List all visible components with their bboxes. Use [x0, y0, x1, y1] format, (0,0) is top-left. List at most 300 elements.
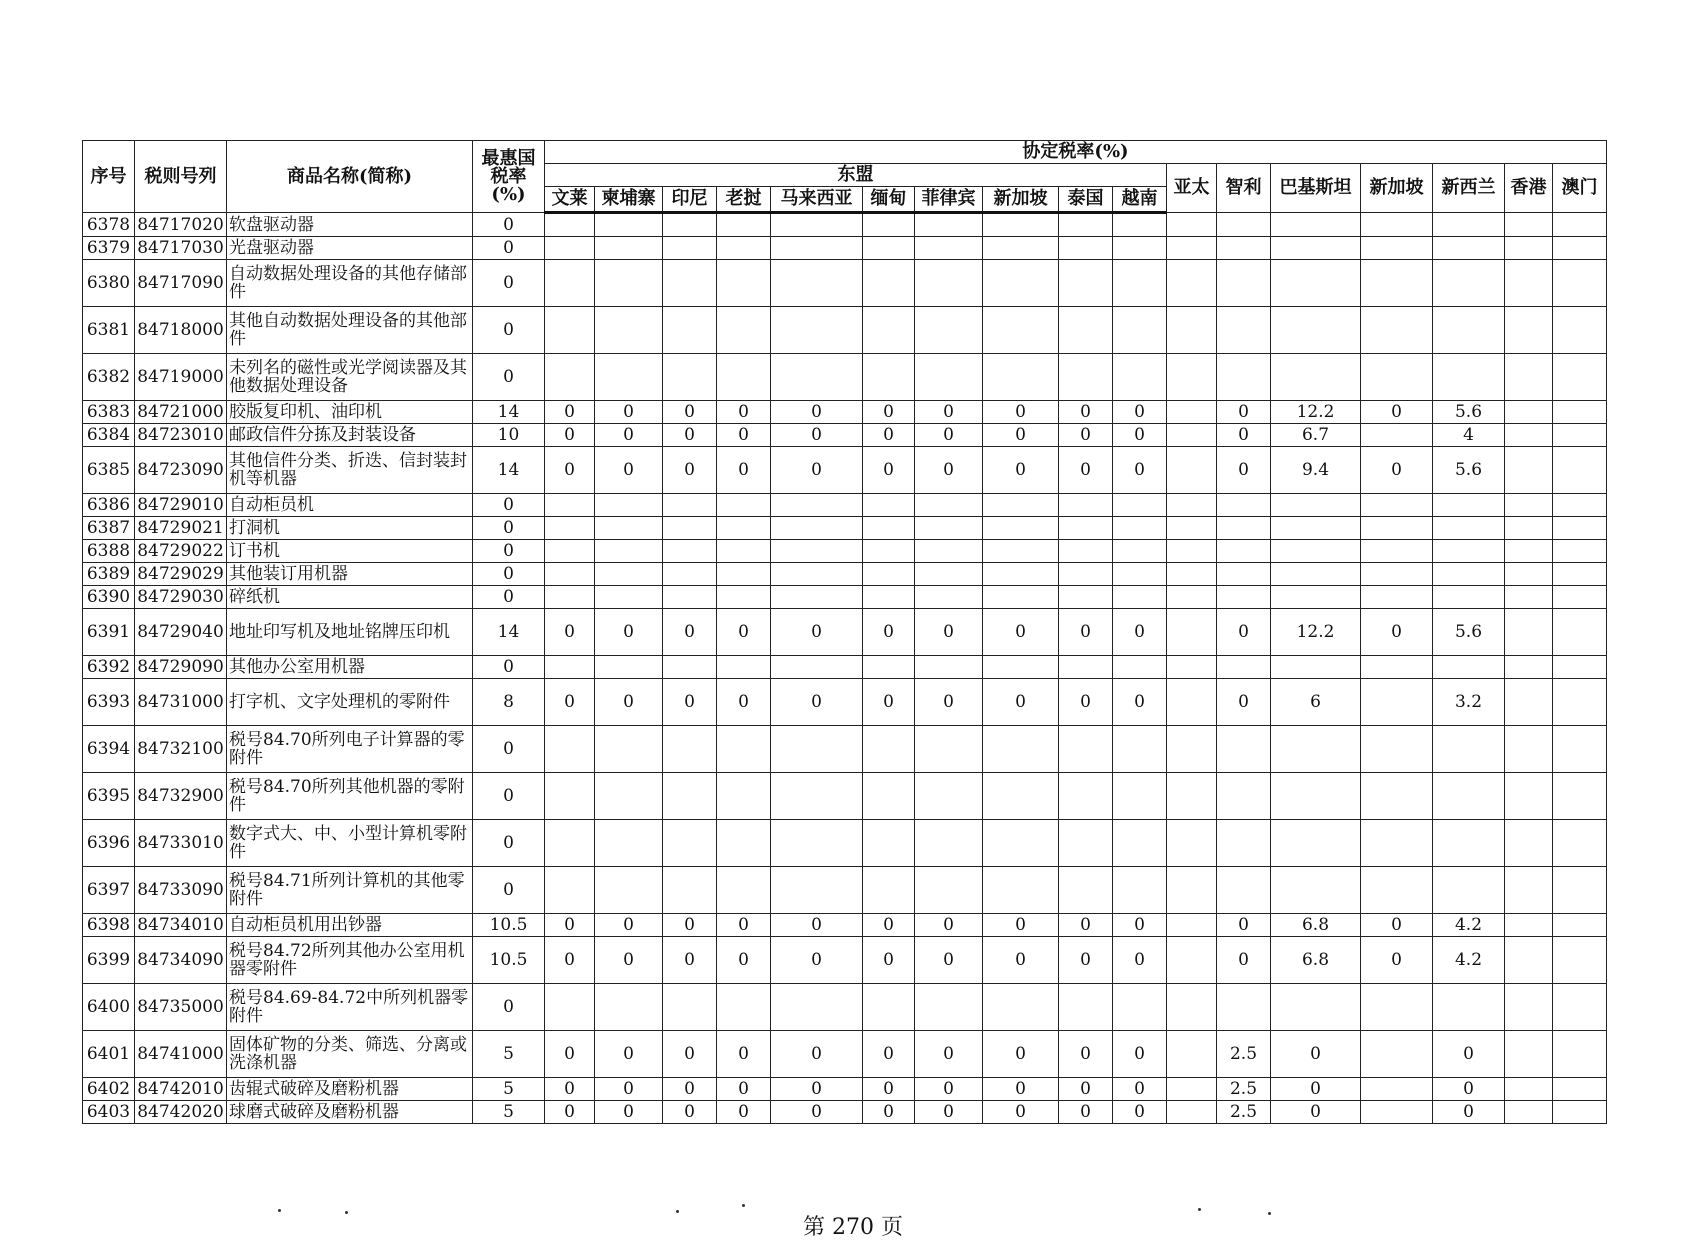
table-row	[83, 563, 1607, 586]
row-other-rate	[1217, 563, 1271, 586]
row-mfn: 0	[473, 984, 545, 1031]
row-asean-rate: 0	[1113, 1101, 1167, 1124]
row-asean-rate: 0	[663, 447, 717, 494]
row-other-rate	[1271, 494, 1361, 517]
row-asean-rate	[771, 820, 863, 867]
row-asean-rate: 0	[1113, 679, 1167, 726]
row-other-rate	[1361, 820, 1433, 867]
row-asean-rate	[983, 820, 1059, 867]
table-row	[83, 540, 1607, 563]
row-mfn: 0	[473, 586, 545, 609]
row-asean-rate	[595, 494, 663, 517]
row-other-rate	[1553, 984, 1607, 1031]
row-other-rate	[1167, 914, 1217, 937]
row-other-rate: 0	[1361, 447, 1433, 494]
row-asean-rate: 0	[717, 1101, 771, 1124]
row-asean-rate	[1059, 307, 1113, 354]
row-asean-rate	[915, 517, 983, 540]
row-asean-rate: 0	[717, 1078, 771, 1101]
row-other-rate	[1505, 586, 1553, 609]
row-asean-rate	[1059, 260, 1113, 307]
row-asean-rate	[595, 867, 663, 914]
row-seq: 6399	[83, 937, 135, 984]
row-asean-rate: 0	[863, 424, 915, 447]
row-asean-rate	[717, 540, 771, 563]
row-asean-rate: 0	[863, 679, 915, 726]
row-asean-rate	[545, 820, 595, 867]
row-asean-rate	[983, 773, 1059, 820]
row-asean-rate	[1059, 726, 1113, 773]
row-name: 地址印写机及地址铭牌压印机	[227, 609, 473, 656]
row-asean-rate: 0	[771, 937, 863, 984]
row-other-rate	[1505, 984, 1553, 1031]
row-other-rate: 5.6	[1433, 447, 1505, 494]
row-asean-rate	[595, 307, 663, 354]
header-asean-country: 印尼	[663, 187, 717, 213]
row-other-rate	[1553, 937, 1607, 984]
row-asean-rate	[545, 260, 595, 307]
row-other-rate	[1217, 540, 1271, 563]
row-asean-rate: 0	[545, 937, 595, 984]
row-seq: 6384	[83, 424, 135, 447]
row-asean-rate: 0	[1113, 447, 1167, 494]
row-asean-rate	[771, 237, 863, 260]
row-asean-rate	[1059, 773, 1113, 820]
header-asean-country: 马来西亚	[771, 187, 863, 213]
row-other-rate	[1361, 563, 1433, 586]
row-other-rate	[1433, 586, 1505, 609]
row-seq: 6382	[83, 354, 135, 401]
row-other-rate	[1361, 984, 1433, 1031]
row-asean-rate	[663, 984, 717, 1031]
row-other-rate	[1433, 773, 1505, 820]
row-mfn: 0	[473, 517, 545, 540]
row-other-rate	[1217, 726, 1271, 773]
row-mfn: 0	[473, 773, 545, 820]
row-asean-rate: 0	[983, 914, 1059, 937]
row-asean-rate: 0	[863, 609, 915, 656]
row-other-rate	[1553, 517, 1607, 540]
row-asean-rate: 0	[1059, 609, 1113, 656]
row-other-rate: 3.2	[1433, 679, 1505, 726]
row-name: 税号84.70所列电子计算器的零附件	[227, 726, 473, 773]
header-asean-country: 老挝	[717, 187, 771, 213]
row-asean-rate	[1113, 213, 1167, 237]
row-asean-rate	[863, 586, 915, 609]
row-asean-rate	[983, 260, 1059, 307]
row-asean-rate: 0	[1059, 937, 1113, 984]
row-mfn: 0	[473, 307, 545, 354]
row-other-rate	[1167, 726, 1217, 773]
header-agreement: 协定税率(%)	[545, 141, 1607, 164]
row-asean-rate	[595, 773, 663, 820]
row-asean-rate	[863, 656, 915, 679]
row-other-rate	[1167, 540, 1217, 563]
row-asean-rate: 0	[663, 609, 717, 656]
row-code: 84742020	[135, 1101, 227, 1124]
row-asean-rate: 0	[1113, 424, 1167, 447]
row-other-rate	[1553, 213, 1607, 237]
row-asean-rate	[1059, 563, 1113, 586]
row-asean-rate: 0	[983, 401, 1059, 424]
row-asean-rate	[983, 656, 1059, 679]
row-seq: 6391	[83, 609, 135, 656]
row-seq: 6401	[83, 1031, 135, 1078]
row-asean-rate	[663, 773, 717, 820]
row-asean-rate	[717, 213, 771, 237]
row-code: 84742010	[135, 1078, 227, 1101]
row-name: 税号84.72所列其他办公室用机器零附件	[227, 937, 473, 984]
row-seq: 6402	[83, 1078, 135, 1101]
row-other-rate	[1505, 540, 1553, 563]
row-other-rate	[1505, 656, 1553, 679]
row-asean-rate: 0	[771, 679, 863, 726]
row-other-rate: 9.4	[1271, 447, 1361, 494]
row-asean-rate	[915, 867, 983, 914]
row-asean-rate: 0	[1059, 424, 1113, 447]
row-other-rate	[1433, 237, 1505, 260]
row-asean-rate: 0	[983, 609, 1059, 656]
row-asean-rate	[915, 586, 983, 609]
row-asean-rate: 0	[717, 609, 771, 656]
row-asean-rate: 0	[717, 679, 771, 726]
row-asean-rate	[545, 517, 595, 540]
row-other-rate	[1505, 260, 1553, 307]
row-asean-rate	[863, 820, 915, 867]
row-asean-rate	[1113, 237, 1167, 260]
row-asean-rate: 0	[771, 401, 863, 424]
row-asean-rate	[1113, 354, 1167, 401]
row-name: 税号84.70所列其他机器的零附件	[227, 773, 473, 820]
header-asean-country: 柬埔寨	[595, 187, 663, 213]
row-other-rate	[1167, 984, 1217, 1031]
row-asean-rate	[663, 260, 717, 307]
row-other-rate	[1271, 984, 1361, 1031]
row-seq: 6398	[83, 914, 135, 937]
row-other-rate: 0	[1433, 1031, 1505, 1078]
table-row	[83, 237, 1607, 260]
row-other-rate	[1553, 494, 1607, 517]
row-asean-rate	[771, 586, 863, 609]
row-name: 邮政信件分拣及封装设备	[227, 424, 473, 447]
row-other-rate	[1217, 773, 1271, 820]
row-asean-rate: 0	[663, 1031, 717, 1078]
row-asean-rate: 0	[545, 447, 595, 494]
table-row	[83, 1101, 1607, 1124]
row-other-rate	[1217, 656, 1271, 679]
row-mfn: 10	[473, 424, 545, 447]
row-asean-rate	[983, 494, 1059, 517]
row-asean-rate: 0	[717, 937, 771, 984]
row-other-rate	[1271, 540, 1361, 563]
row-asean-rate	[983, 517, 1059, 540]
table-row	[83, 424, 1607, 447]
row-asean-rate	[915, 656, 983, 679]
table-row	[83, 447, 1607, 494]
row-other-rate	[1505, 494, 1553, 517]
row-asean-rate	[717, 494, 771, 517]
row-asean-rate	[915, 820, 983, 867]
row-asean-rate: 0	[1059, 447, 1113, 494]
row-asean-rate: 0	[771, 1031, 863, 1078]
row-other-rate	[1361, 540, 1433, 563]
row-other-rate	[1553, 563, 1607, 586]
row-asean-rate	[1113, 517, 1167, 540]
row-asean-rate: 0	[717, 401, 771, 424]
row-asean-rate	[1113, 563, 1167, 586]
row-other-rate	[1553, 1101, 1607, 1124]
row-seq: 6380	[83, 260, 135, 307]
row-asean-rate	[1059, 820, 1113, 867]
row-asean-rate	[717, 260, 771, 307]
row-other-rate	[1433, 984, 1505, 1031]
row-asean-rate	[863, 517, 915, 540]
row-asean-rate	[545, 563, 595, 586]
row-other-rate	[1167, 213, 1217, 237]
row-asean-rate	[771, 773, 863, 820]
row-seq: 6383	[83, 401, 135, 424]
row-asean-rate: 0	[983, 424, 1059, 447]
row-other-rate	[1217, 354, 1271, 401]
row-asean-rate: 0	[915, 424, 983, 447]
row-asean-rate	[983, 563, 1059, 586]
row-asean-rate	[663, 517, 717, 540]
row-mfn: 5	[473, 1031, 545, 1078]
row-asean-rate	[595, 260, 663, 307]
table-row	[83, 656, 1607, 679]
table-row	[83, 679, 1607, 726]
row-seq: 6393	[83, 679, 135, 726]
row-asean-rate: 0	[1113, 914, 1167, 937]
row-other-rate	[1361, 773, 1433, 820]
row-asean-rate: 0	[717, 447, 771, 494]
row-other-rate	[1505, 937, 1553, 984]
row-code: 84729010	[135, 494, 227, 517]
row-other-rate	[1217, 307, 1271, 354]
row-code: 84729090	[135, 656, 227, 679]
row-asean-rate: 0	[915, 1101, 983, 1124]
row-other-rate	[1271, 820, 1361, 867]
row-asean-rate: 0	[771, 609, 863, 656]
row-mfn: 0	[473, 260, 545, 307]
row-asean-rate	[663, 354, 717, 401]
row-other-rate	[1167, 237, 1217, 260]
row-code: 84729029	[135, 563, 227, 586]
row-asean-rate	[771, 540, 863, 563]
row-asean-rate	[983, 540, 1059, 563]
row-asean-rate	[915, 213, 983, 237]
row-other-rate: 12.2	[1271, 609, 1361, 656]
row-other-rate: 0	[1271, 1031, 1361, 1078]
row-asean-rate	[983, 984, 1059, 1031]
row-asean-rate	[663, 726, 717, 773]
row-asean-rate	[1113, 820, 1167, 867]
row-asean-rate: 0	[915, 447, 983, 494]
row-name: 软盘驱动器	[227, 213, 473, 237]
row-asean-rate	[983, 354, 1059, 401]
row-other-rate	[1505, 773, 1553, 820]
row-code: 84717030	[135, 237, 227, 260]
row-asean-rate: 0	[595, 679, 663, 726]
row-asean-rate	[595, 563, 663, 586]
row-asean-rate	[863, 307, 915, 354]
row-other-rate: 12.2	[1271, 401, 1361, 424]
row-asean-rate	[545, 586, 595, 609]
row-name: 未列名的磁性或光学阅读器及其他数据处理设备	[227, 354, 473, 401]
row-asean-rate	[545, 773, 595, 820]
row-asean-rate	[863, 563, 915, 586]
row-seq: 6403	[83, 1101, 135, 1124]
row-other-rate: 2.5	[1217, 1101, 1271, 1124]
row-asean-rate: 0	[1113, 1031, 1167, 1078]
row-asean-rate	[717, 773, 771, 820]
row-other-rate	[1361, 679, 1433, 726]
row-other-rate: 0	[1433, 1101, 1505, 1124]
row-asean-rate	[717, 726, 771, 773]
table-row	[83, 867, 1607, 914]
row-code: 84741000	[135, 1031, 227, 1078]
row-asean-rate: 0	[915, 401, 983, 424]
row-mfn: 5	[473, 1078, 545, 1101]
row-asean-rate	[771, 260, 863, 307]
row-other-rate	[1553, 237, 1607, 260]
row-other-rate	[1553, 609, 1607, 656]
row-asean-rate: 0	[1113, 937, 1167, 984]
row-other-rate	[1505, 679, 1553, 726]
row-asean-rate: 0	[663, 1101, 717, 1124]
row-asean-rate	[595, 984, 663, 1031]
row-name: 固体矿物的分类、筛选、分离或洗涤机器	[227, 1031, 473, 1078]
row-asean-rate	[983, 307, 1059, 354]
table-row	[83, 726, 1607, 773]
row-asean-rate: 0	[915, 609, 983, 656]
row-other-rate	[1361, 726, 1433, 773]
row-asean-rate: 0	[545, 424, 595, 447]
row-other-rate: 6.8	[1271, 937, 1361, 984]
row-other-rate: 5.6	[1433, 609, 1505, 656]
row-other-rate	[1553, 679, 1607, 726]
row-asean-rate	[717, 237, 771, 260]
row-asean-rate	[771, 984, 863, 1031]
row-other-rate	[1505, 609, 1553, 656]
row-other-rate: 5.6	[1433, 401, 1505, 424]
row-asean-rate: 0	[915, 679, 983, 726]
row-asean-rate: 0	[717, 424, 771, 447]
row-asean-rate	[595, 820, 663, 867]
row-asean-rate	[771, 354, 863, 401]
row-other-rate	[1553, 260, 1607, 307]
row-asean-rate	[915, 494, 983, 517]
row-asean-rate: 0	[595, 447, 663, 494]
row-asean-rate	[717, 517, 771, 540]
row-asean-rate	[1113, 307, 1167, 354]
header-asean-country: 菲律宾	[915, 187, 983, 213]
row-name: 其他自动数据处理设备的其他部件	[227, 307, 473, 354]
row-other-rate	[1433, 726, 1505, 773]
row-other-rate	[1271, 586, 1361, 609]
row-asean-rate: 0	[545, 679, 595, 726]
row-asean-rate: 0	[545, 914, 595, 937]
row-asean-rate	[663, 867, 717, 914]
row-other-rate	[1505, 820, 1553, 867]
row-asean-rate: 0	[545, 1101, 595, 1124]
row-other-rate: 0	[1217, 679, 1271, 726]
row-other-rate	[1505, 307, 1553, 354]
row-name: 订书机	[227, 540, 473, 563]
row-name: 自动柜员机用出钞器	[227, 914, 473, 937]
row-other-rate	[1167, 401, 1217, 424]
row-other-rate	[1361, 307, 1433, 354]
row-asean-rate	[717, 563, 771, 586]
table-body	[83, 213, 1607, 1124]
row-asean-rate: 0	[771, 1078, 863, 1101]
row-asean-rate	[983, 237, 1059, 260]
row-other-rate	[1505, 726, 1553, 773]
row-asean-rate	[1113, 773, 1167, 820]
row-other-rate	[1167, 586, 1217, 609]
row-asean-rate	[717, 586, 771, 609]
row-code: 84732100	[135, 726, 227, 773]
table-row	[83, 937, 1607, 984]
row-other-rate	[1167, 563, 1217, 586]
row-other-rate	[1271, 867, 1361, 914]
row-other-rate: 0	[1361, 914, 1433, 937]
row-asean-rate: 0	[1113, 1078, 1167, 1101]
row-other-rate: 4.2	[1433, 937, 1505, 984]
row-asean-rate	[915, 237, 983, 260]
row-asean-rate	[863, 867, 915, 914]
row-asean-rate	[983, 213, 1059, 237]
row-asean-rate	[863, 213, 915, 237]
row-code: 84729030	[135, 586, 227, 609]
row-other-rate: 0	[1217, 424, 1271, 447]
row-other-rate	[1217, 586, 1271, 609]
row-other-rate	[1553, 586, 1607, 609]
row-name: 自动柜员机	[227, 494, 473, 517]
row-mfn: 0	[473, 237, 545, 260]
row-other-rate	[1361, 237, 1433, 260]
row-other-rate	[1553, 307, 1607, 354]
row-other-rate	[1271, 237, 1361, 260]
row-asean-rate	[771, 726, 863, 773]
row-name: 打字机、文字处理机的零附件	[227, 679, 473, 726]
row-asean-rate	[771, 494, 863, 517]
table-row	[83, 586, 1607, 609]
row-seq: 6379	[83, 237, 135, 260]
row-other-rate: 4.2	[1433, 914, 1505, 937]
row-asean-rate	[915, 540, 983, 563]
row-other-rate	[1361, 517, 1433, 540]
row-other-rate: 0	[1361, 609, 1433, 656]
row-other-rate: 6.8	[1271, 914, 1361, 937]
row-other-rate	[1271, 563, 1361, 586]
row-asean-rate: 0	[983, 1078, 1059, 1101]
row-asean-rate	[595, 237, 663, 260]
row-other-rate	[1553, 401, 1607, 424]
row-other-rate	[1271, 656, 1361, 679]
row-asean-rate: 0	[983, 1031, 1059, 1078]
row-other-rate	[1217, 213, 1271, 237]
row-name: 胶版复印机、油印机	[227, 401, 473, 424]
row-mfn: 14	[473, 447, 545, 494]
row-asean-rate: 0	[915, 937, 983, 984]
row-name: 数字式大、中、小型计算机零附件	[227, 820, 473, 867]
row-other-rate	[1167, 517, 1217, 540]
header-asean: 东盟	[545, 164, 1167, 187]
table-row	[83, 307, 1607, 354]
row-asean-rate	[1113, 494, 1167, 517]
row-other-rate	[1553, 726, 1607, 773]
